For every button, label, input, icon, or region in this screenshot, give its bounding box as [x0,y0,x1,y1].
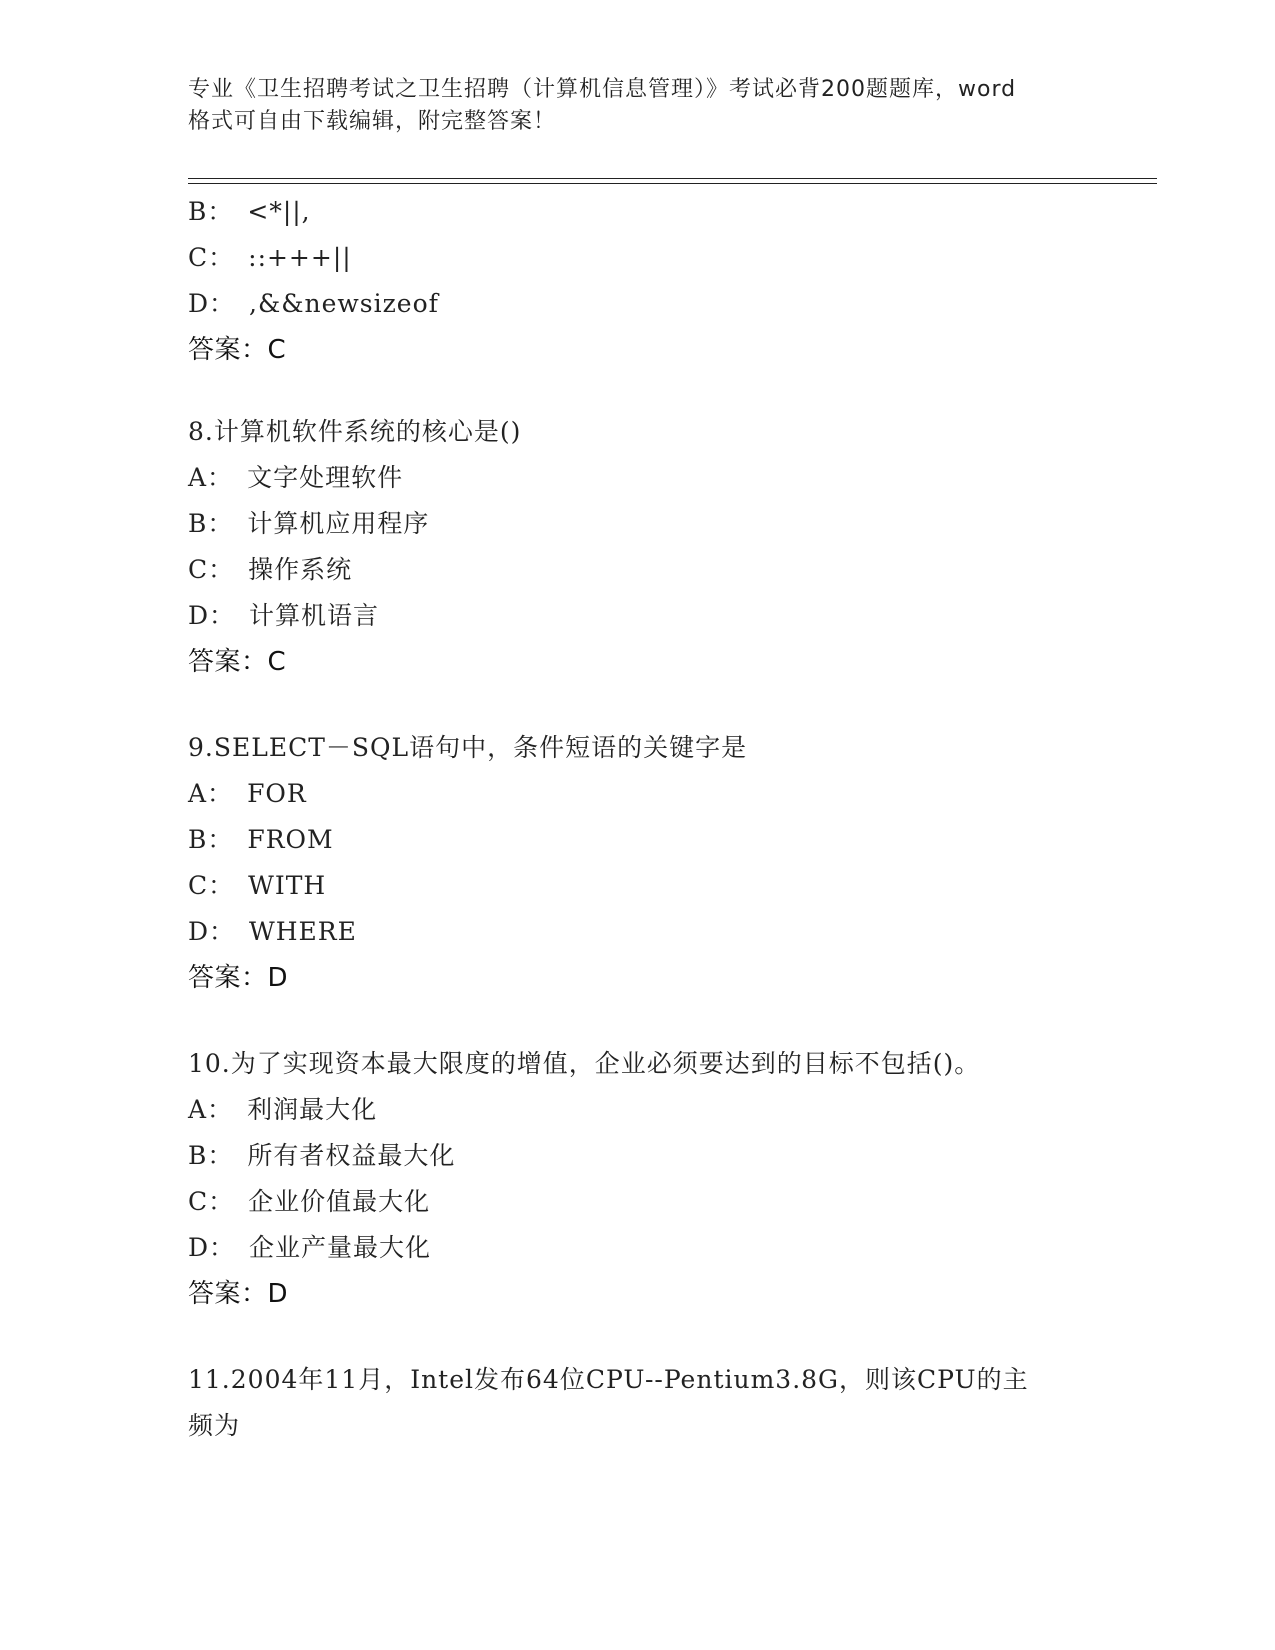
option-text: FOR [247,779,307,808]
question-11 [188,1357,1029,1449]
option-d [188,281,439,327]
option-text: FROM [247,825,334,854]
header-divider-top [188,178,1157,179]
header-line-1: 专业《卫生招聘考试之卫生招聘（计算机信息管理）》考试必背200题题库，word [188,77,1017,102]
option-key: B： [188,1141,234,1170]
question-8 [188,409,521,685]
answer-line: 答案：D [188,1279,289,1309]
question-stem-line-1: 11.2004年11月，Intel发布64位CPU--Pentium3.8G，则该CPU的主 [188,1365,1029,1394]
question-7-continued [188,189,439,373]
option-key: B： [188,825,234,854]
option-key: C： [188,871,235,900]
option-a [188,1087,980,1133]
question-stem: 8.计算机软件系统的核心是() [188,417,522,446]
answer-line: 答案：D [188,963,289,993]
option-c [188,235,439,281]
option-b [188,1133,980,1179]
option-c [188,1179,980,1225]
option-key: B： [188,197,234,226]
option-text: 企业产量最大化 [249,1233,432,1262]
answer-line: 答案：C [188,335,287,365]
option-text: 所有者权益最大化 [247,1141,456,1170]
option-key: A： [188,1095,234,1124]
option-key: D： [188,289,236,318]
question-9 [188,725,747,1001]
option-key: A： [188,463,234,492]
question-stem: 10.为了实现资本最大限度的增值，企业必须要达到的目标不包括()。 [188,1049,981,1078]
option-key: A： [188,779,234,808]
option-key: C： [188,1187,235,1216]
option-b [188,189,439,235]
option-text: 文字处理软件 [247,463,404,492]
header-divider-bottom [188,183,1157,184]
option-key: C： [188,555,235,584]
option-key: C： [188,243,235,272]
option-key: B： [188,509,234,538]
option-a [188,771,747,817]
option-key: D： [188,1233,236,1262]
option-text: 计算机语言 [249,601,380,630]
question-stem: 9.SELECT－SQL语句中，条件短语的关键字是 [188,733,748,762]
option-d [188,593,521,639]
option-key: D： [188,917,236,946]
option-text: 利润最大化 [247,1095,378,1124]
header-line-2: 格式可自由下载编辑，附完整答案！ [188,109,557,134]
question-10 [188,1041,980,1317]
option-b [188,817,747,863]
option-d [188,909,747,955]
option-b [188,501,521,547]
option-text: WITH [248,871,327,900]
option-text: ,&&newsizeof [249,289,439,318]
option-a [188,455,521,501]
option-d [188,1225,980,1271]
option-text: WHERE [249,917,357,946]
answer-line: 答案：C [188,647,287,677]
option-c [188,547,521,593]
question-stem-line-2: 频为 [188,1411,241,1440]
option-key: D： [188,601,236,630]
document-header [188,74,1088,138]
option-text: <*||, [247,197,311,226]
option-text: 操作系统 [248,555,353,584]
option-c [188,863,747,909]
option-text: 企业价值最大化 [248,1187,431,1216]
option-text: 计算机应用程序 [247,509,430,538]
option-text: ::+++|| [248,243,352,272]
